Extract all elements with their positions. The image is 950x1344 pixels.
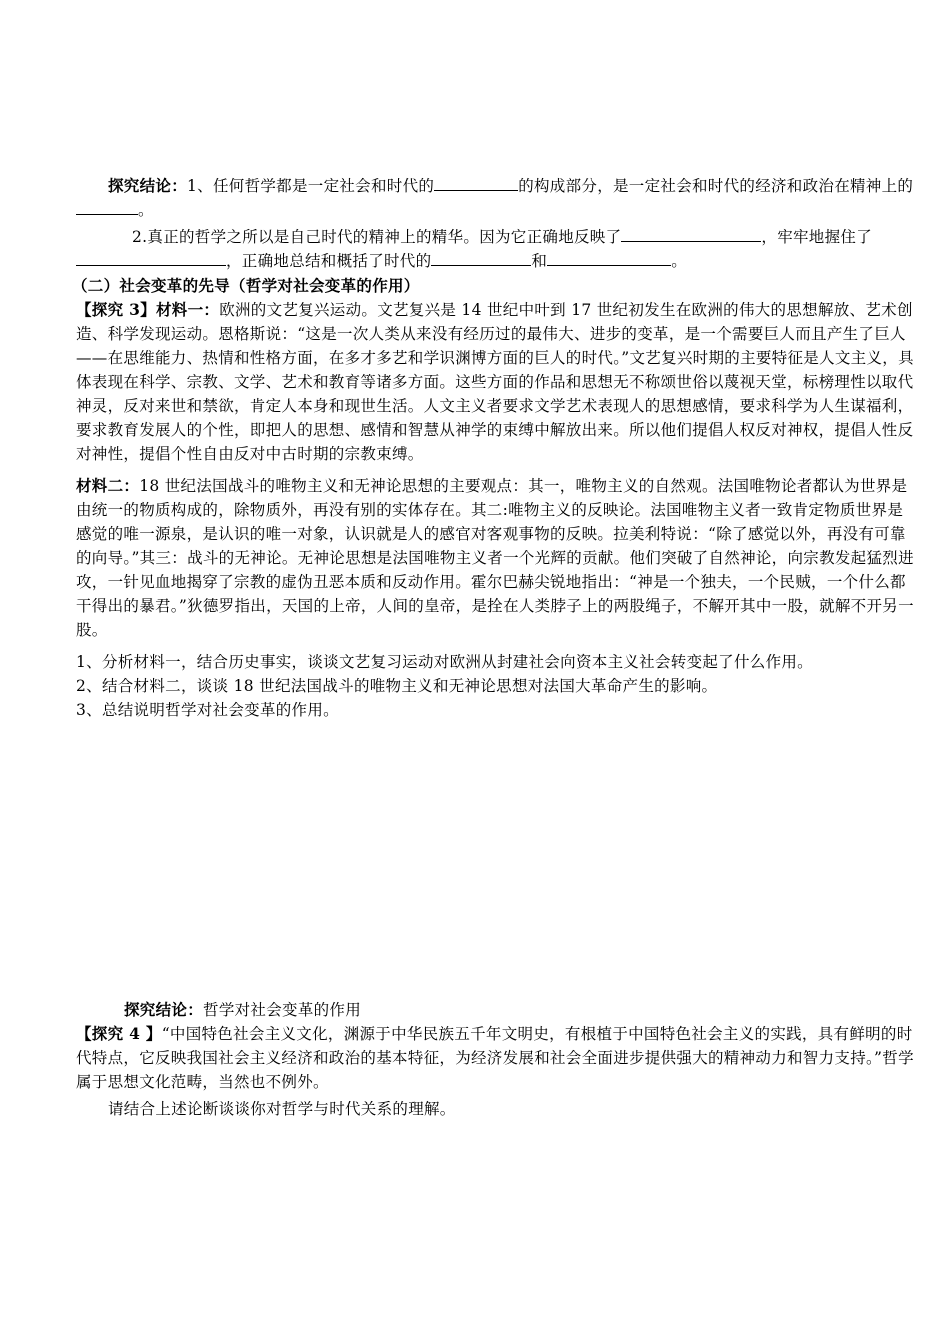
conclusion-3: 探究结论：哲学对社会变革的作用 [124,1000,362,1019]
material-2: 材料二：18 世纪法国战斗的唯物主义和无神论思想的主要观点：其一，唯物主义的自然观。法国唯物论者都认为世界是由统一的物质构成的，除物质外，再没有别的实体存在。其二:唯物主义的反映论。法国唯物主义者一致肯定物质世界是感觉的唯一源泉，是认识的唯一对象，认识就是人的感官对客观事物的反映。拉美利特说：“除了感觉以外，再没有可靠的向导。”其三：战斗的无神论。无神论思想是法国唯物主义者一个光辉的贡献。他们突破了自然神论，向宗教发起猛烈进攻，一针见血地揭穿了宗教的虚伪丑恶本质和反动作用。霍尔巴赫尖锐地指出：“神是一个独夫，一个民贼，一个什么都干得出的暴君。”狄德罗指出，天国的上帝，人间的皇帝，是拴在人类脖子上的两股绳子，不解开其中一股，就解不开另一股。 [76,476,914,639]
answer-blank[interactable] [76,199,138,215]
answer-blank[interactable] [431,250,531,266]
question-1: 1、分析材料一，结合历史事实，谈谈文艺复习运动对欧洲从封建社会向资本主义社会转变起了什么作用。 [76,653,813,671]
material-2-label: 材料二： [76,476,140,495]
answer-blank[interactable] [621,226,761,242]
section-heading: （二）社会变革的先导（哲学对社会变革的作用） [72,276,420,295]
question-2: 2、结合材料二，谈谈 18 世纪法国战斗的唯物主义和无神论思想对法国大革命产生的影响。 [76,677,718,695]
question-3: 3、总结说明哲学对社会变革的作用。 [76,701,339,719]
explore-4-prompt: 请结合上述论断谈谈你对哲学与时代关系的理解。 [108,1100,456,1118]
conclusion-label: 探究结论： [108,176,188,195]
conclusion-2: 2.真正的哲学之所以是自己时代的精神上的精华。因为它正确地反映了 ，牢牢地握住了，正确地总结和概括了时代的 和 。 [76,225,918,273]
answer-blank[interactable] [76,250,226,266]
conclusion-1: 探究结论：1、任何哲学都是一定社会和时代的 的构成部分，是一定社会和时代的经济和政治在精神上的。 [76,174,918,222]
answer-blank[interactable] [547,250,671,266]
explore-4: 【探究 4 】“中国特色社会主义文化，渊源于中华民族五千年文明史，有根植于中国特色社会主义的实践，具有鲜明的时代特点，它反映我国社会主义经济和政治的基本特征，为经济发展和社会全面进步提供强大的精神动力和智力支持。”哲学属于思想文化范畴，当然也不例外。 [76,1024,914,1091]
explore-3-label: 【探究 3】材料一： [76,300,220,319]
material-1: 【探究 3】材料一：欧洲的文艺复兴运动。文艺复兴是 14 世纪中叶到 17 世纪初发生在欧洲的伟大的思想解放、艺术创造、科学发现运动。恩格斯说：“这是一次人类从来没有经历过的最伟大、进步的变革，是一个需要巨人而且产生了巨人——在思维能力、热情和性格方面，在多才多艺和学识渊博方面的巨人的时代。”文艺复兴时期的主要特征是人文主义，具体表现在科学、宗教、文学、艺术和教育等诸多方面。这些方面的作品和思想无不称颂世俗以蔑视天堂，标榜理性以取代神灵，反对来世和禁欲，肯定人本身和现世生活。人文主义者要求文学艺术表现人的思想感情，要求科学为人生谋福利，要求教育发展人的个性，即把人的思想、感情和智慧从神学的束缚中解放出来。所以他们提倡人权反对神权，提倡人性反对神性，提倡个性自由反对中古时期的宗教束缚。 [76,300,914,463]
answer-blank[interactable] [434,175,518,191]
explore-4-label: 【探究 4 】 [76,1024,162,1043]
conclusion-label: 探究结论： [124,1000,204,1019]
